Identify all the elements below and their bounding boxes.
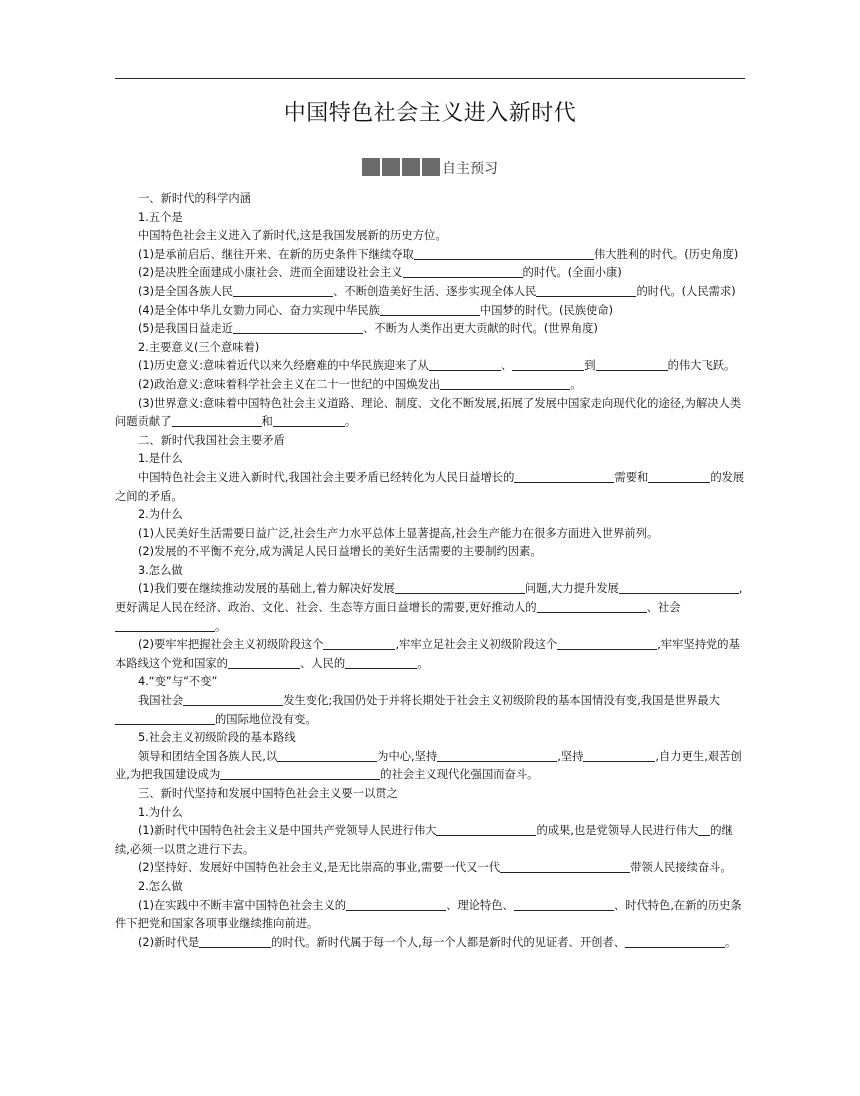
fill-blank[interactable] (537, 599, 647, 613)
subheading: 3.怎么做 (138, 563, 183, 577)
fill-blank[interactable] (440, 376, 570, 390)
paragraph: (5)是我国日益走近 、不断为人类作出更大贡献的时代。(世界角度) (138, 322, 598, 336)
subheading: 4.“变”与“不变” (138, 675, 218, 689)
subheading: 5.社会主义初级阶段的基本路线 (138, 731, 296, 745)
paragraph: (1)人民美好生活需要日益广泛,社会生产力水平总体上显著提高,社会生产能力在很多方面进入世界前列。 (138, 526, 659, 540)
paragraph: 中国特色社会主义进入了新时代,这是我国发展新的历史方位。 (138, 229, 447, 243)
fill-blank[interactable] (273, 413, 345, 427)
fill-blank[interactable] (596, 357, 668, 371)
fill-blank[interactable] (220, 766, 380, 780)
paragraph: 中国特色社会主义进入新时代,我国社会主要矛盾已经转化为人民日益增长的 需要和 的发展之间的矛盾。 (115, 470, 745, 503)
paragraph: (1)历史意义:意味着近代以来久经磨难的中华民族迎来了从 、 到 的伟大飞跃。 (138, 359, 736, 373)
fill-blank[interactable] (228, 655, 300, 669)
paragraph: (2)发展的不平衡不充分,成为满足人民日益增长的美好生活需要的主要制约因素。 (138, 545, 542, 559)
document-body (115, 190, 745, 952)
section-tag (115, 158, 745, 178)
fill-blank[interactable] (512, 357, 584, 371)
heading-1: 一、新时代的科学内涵 (138, 192, 251, 205)
subheading: 1.为什么 (138, 805, 183, 819)
heading-3: 三、新时代坚持和发展中国特色社会主义要一以贯之 (138, 787, 398, 800)
fill-blank[interactable] (536, 283, 636, 297)
paragraph: (1)在实践中不断丰富中国特色社会主义的 、理论特色、 、时代特色,在新的历史条件下把党和国家各项事业继续推向前进。 (115, 898, 742, 931)
fill-blank[interactable] (346, 897, 446, 911)
paragraph: (1)我们要在继续推动发展的基础上,着力解决好发展 问题,大力提升发展 ,更好满足人民在经济、政治、文化、社会、生态等方面日益增长的需要,更好推动人的 、社会。 (115, 582, 743, 633)
paragraph: 领导和团结全国各族人民,以 为中心,坚持 ,坚持 ,自力更生,艰苦创业,为把我国建设成为 的社会主义现代化强国而奋斗。 (115, 749, 742, 782)
fill-blank[interactable] (619, 580, 739, 594)
subheading: 1.五个是 (138, 210, 183, 224)
fill-blank[interactable] (698, 822, 710, 836)
paragraph: (2)要牢牢把握社会主义初级阶段这个 ,牢牢立足社会主义初级阶段这个 ,牢牢坚持党的基本路线这个党和国家的 、人民的 。 (115, 638, 740, 670)
fill-blank[interactable] (648, 469, 710, 483)
tag-block-icon (402, 158, 420, 176)
tag-block-icon (382, 158, 400, 176)
fill-blank[interactable] (557, 636, 657, 650)
fill-blank[interactable] (403, 264, 523, 278)
fill-blank[interactable] (323, 636, 395, 650)
fill-blank[interactable] (583, 748, 655, 762)
paragraph: (1)是承前启后、继往开来、在新的历史条件下继续夺取 伟大胜利的时代。(历史角度) (138, 247, 739, 261)
fill-blank[interactable] (395, 580, 525, 594)
fill-blank[interactable] (277, 748, 377, 762)
subheading: 1.是什么 (138, 452, 183, 466)
fill-blank[interactable] (199, 934, 271, 948)
fill-blank[interactable] (233, 283, 333, 297)
subheading: 2.怎么做 (138, 879, 183, 893)
fill-blank[interactable] (414, 246, 594, 260)
paragraph: (2)政治意义:意味着科学社会主义在二十一世纪的中国焕发出 。 (138, 377, 582, 391)
fill-blank[interactable] (115, 618, 215, 632)
paragraph: (2)新时代是 的时代。新时代属于每一个人,每一个人都是新时代的见证者、开创者、 。 (138, 935, 737, 949)
paragraph: (3)是全国各族人民 、不断创造美好生活、逐步实现全体人民 的时代。(人民需求) (138, 284, 736, 298)
paragraph: (2)坚持好、发展好中国特色社会主义,是无比崇高的事业,需要一代又一代 带领人民接续奋斗。 (138, 861, 732, 875)
fill-blank[interactable] (514, 469, 614, 483)
subheading: 2.为什么 (138, 508, 183, 522)
fill-blank[interactable] (115, 711, 215, 725)
paragraph: (2)是决胜全面建成小康社会、进而全面建设社会主义 的时代。(全面小康) (138, 266, 622, 280)
tag-block-icon (422, 158, 440, 176)
fill-blank[interactable] (625, 934, 725, 948)
fill-blank[interactable] (380, 302, 480, 316)
paragraph: (3)世界意义:意味着中国特色社会主义道路、理论、制度、文化不断发展,拓展了发展中国家走向现代化的途径,为解决人类问题贡献了 和 。 (115, 396, 742, 429)
heading-2: 二、新时代我国社会主要矛盾 (138, 433, 285, 447)
paragraph: (1)新时代中国特色社会主义是中国共产党领导人民进行伟大 的成果,也是党领导人民进行伟大 的继续,必须一以贯之进行下去。 (115, 824, 733, 856)
fill-blank[interactable] (436, 822, 536, 836)
page-title: 中国特色社会主义进入新时代 (283, 101, 577, 126)
paragraph: 我国社会 发生变化;我国仍处于并将长期处于社会主义初级阶段的基本国情没有变,我国是世界最大的国际地位没有变。 (115, 692, 745, 729)
fill-blank[interactable] (172, 413, 262, 427)
header-rule (115, 78, 745, 79)
fill-blank[interactable] (233, 320, 363, 334)
fill-blank[interactable] (183, 692, 283, 706)
fill-blank[interactable] (437, 748, 557, 762)
paragraph: (4)是全体中华儿女勠力同心、奋力实现中华民族 中国梦的时代。(民族使命) (138, 303, 614, 317)
fill-blank[interactable] (500, 859, 630, 873)
subheading: 2.主要意义(三个意味着) (138, 340, 260, 354)
section-tag-label: 自主预习 (442, 161, 498, 177)
fill-blank[interactable] (514, 897, 614, 911)
fill-blank[interactable] (345, 655, 417, 669)
tag-block-icon (362, 158, 380, 176)
fill-blank[interactable] (429, 357, 501, 371)
